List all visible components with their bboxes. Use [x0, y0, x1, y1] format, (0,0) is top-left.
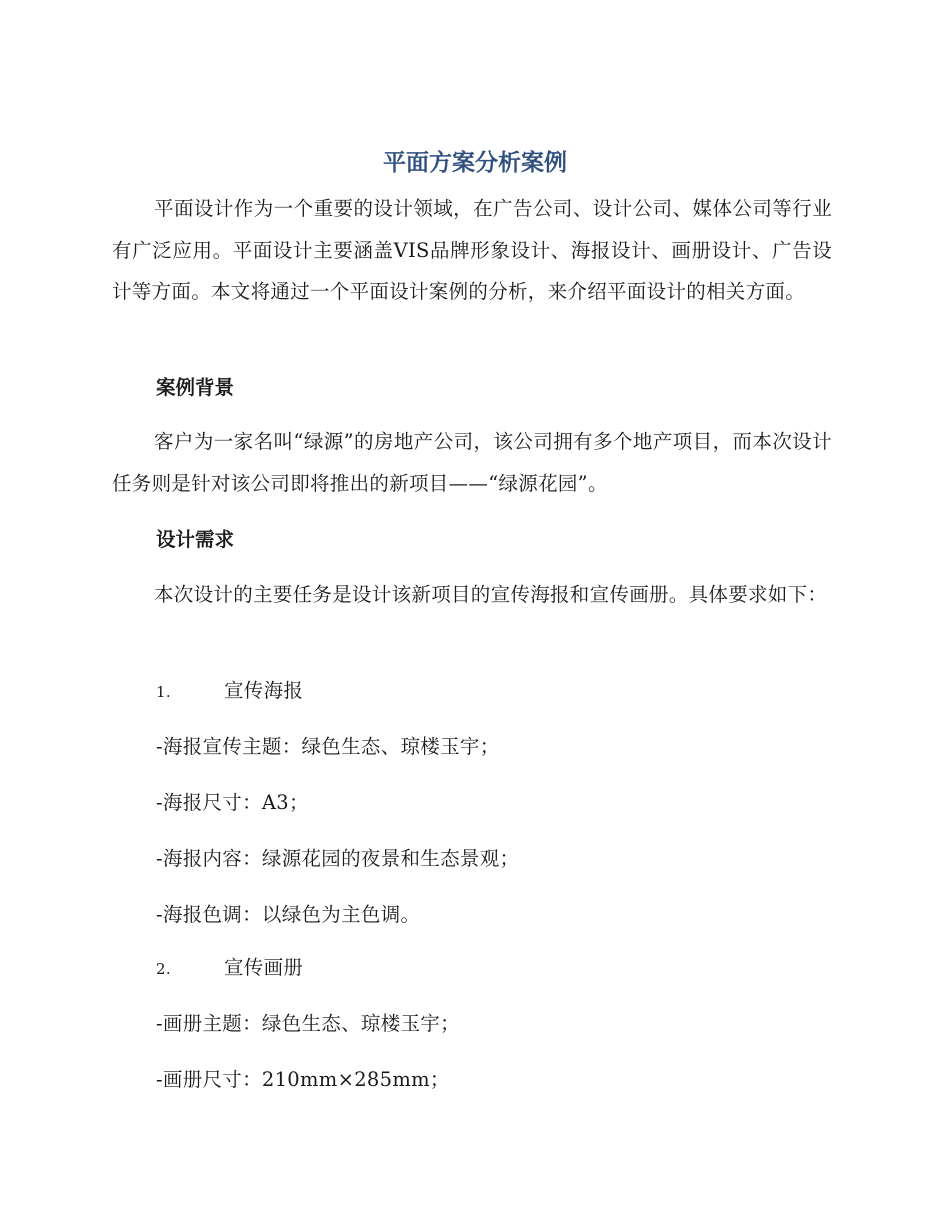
list-item-number: 2. — [156, 960, 171, 978]
poster-detail-theme: -海报宣传主题：绿色生态、琼楼玉宇； — [156, 735, 500, 758]
list-item-number: 1. — [156, 683, 171, 701]
poster-detail-size: -海报尺寸：A3； — [156, 791, 309, 814]
brochure-detail-size: -画册尺寸：210mm×285mm； — [156, 1068, 450, 1091]
intro-paragraph: 平面设计作为一个重要的设计领域，在广告公司、设计公司、媒体公司等行业有广泛应用。平面设计主要涵盖VIS品牌形象设计、海报设计、画册设计、广告设计等方面。本文将通过一个平面设计案例的分析，来介绍平面设计的相关方面。 — [112, 197, 832, 303]
list-item-brochure — [156, 953, 303, 984]
poster-detail-color: -海报色调：以绿色为主色调。 — [156, 903, 421, 926]
document-title: 平面方案分析案例 — [383, 150, 567, 176]
list-item-poster — [156, 676, 303, 707]
poster-detail-content: -海报内容：绿源花园的夜景和生态景观； — [156, 847, 520, 870]
background-paragraph: 客户为一家名叫“绿源”的房地产公司，该公司拥有多个地产项目，而本次设计任务则是针对该公司即将推出的新项目——“绿源花园”。 — [112, 430, 832, 495]
section-heading-background: 案例背景 — [156, 376, 235, 399]
list-item-label: 宣传画册 — [224, 956, 304, 979]
brochure-detail-theme: -画册主题：绿色生态、琼楼玉宇； — [156, 1012, 460, 1035]
section-heading-requirements: 设计需求 — [156, 528, 235, 551]
list-item-label: 宣传海报 — [224, 679, 304, 702]
requirements-paragraph: 本次设计的主要任务是设计该新项目的宣传海报和宣传画册。具体要求如下： — [154, 583, 828, 606]
